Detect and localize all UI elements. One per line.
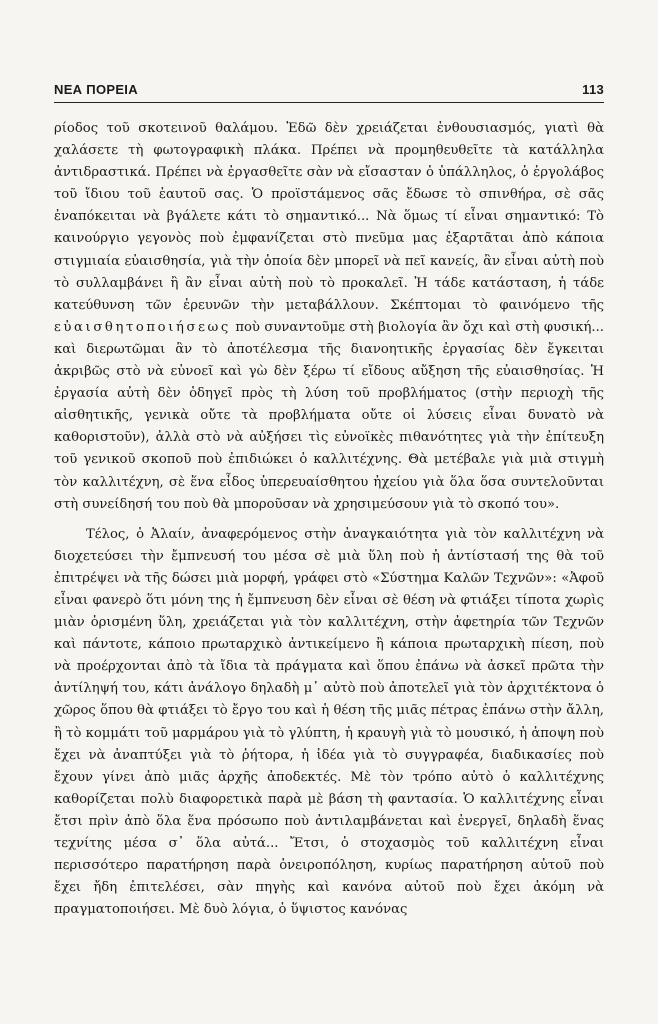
paragraph-1-text-b: ποὺ συναντοῦμε στὴ βιολογία ἂν ὄχι καὶ στὴ φυσική... καὶ διερωτῶμαι ἂν τὸ ἀποτέλεσμα τῆς διανοητικῆς ἐργασίας δὲν ἔγκειται ἀκριβῶς στὸ νὰ εὐνοεῖ καὶ γὼ δὲν ξέρω τί εἴδους αὔξηση τῆς εὐαισθησίας. Ἡ ἐργασία αὐτὴ δὲν ὁδηγεῖ πρὸς τὴ λύση τοῦ προβλήματος (στὴν περιοχὴ τῆς αἰσθητικῆς, γενικὰ οὔτε τὰ προβλήματα οὔτε οἱ λύσεις εἶναι δυνατὸ νὰ καθοριστοῦν), ἀλλὰ στὸ νὰ αὐξήσει τὶς εὐνοϊκὲς πιθανότητες γιὰ τὴν ἐπίτευξη τοῦ γενικοῦ σκοποῦ ποὺ ἐπιδιώκει ὁ καλλιτέχνης. Θὰ μετέβαλε γιὰ μιὰ στιγμὴ τὸν καλλιτέχνη, σὲ ἕνα εἶδος ὑπερευαίσθητου ἠχείου γιὰ ὅλα ὅσα συντελοῦνται στὴ συνείδησή του ποὺ θὰ μποροῦσαν νὰ χρησιμεύσουν γιὰ τὸ σκοπό του». — [54, 319, 604, 512]
page-number: 113 — [582, 82, 604, 97]
running-header — [54, 80, 604, 103]
paragraph-1 — [54, 118, 604, 516]
paragraph-1-text-a: ρίοδος τοῦ σκοτεινοῦ θαλάμου. Ἐδῶ δὲν χρειάζεται ἐνθουσιασμός, γιατὶ θὰ χαλάσετε τὴ φωτογραφικὴ πλάκα. Πρέπει νὰ προμηθευθεῖτε τὰ κατάλληλα ἀντιδραστικά. Πρέπει νὰ ἐργασθεῖτε σὰν νὰ εἴσασταν ὁ ὑπάλληλος, ὁ ἐργολάβος τοῦ ἴδιου τοῦ ἑαυτοῦ σας. Ὁ προϊστάμενος σᾶς ἔδωσε τὸ σπινθήρα, σὲ σᾶς ἐναπόκειται νὰ βγάλετε κάτι τὸ σημαντικό... Νὰ ὅμως τί εἶναι σημαντικό: Τὸ καινούργιο γεγονὸς ποὺ ἐμφανίζεται στὸ πνεῦμα μας ἐξαρτᾶται ἀπὸ κάποια στιγμιαία εὐαισθησία, γιὰ τὴν ὁποία δὲν μπορεῖ νὰ πεῖ κανείς, ἂν εἶναι αὐτὴ ποὺ τὸ συλλαμβάνει ἢ ἂν εἶναι αὐτὴ ποὺ τὸ προκαλεῖ. Ἡ τάδε κατάσταση, ἡ τάδε κατεύθυνση τῶν ἐρευνῶν τὴν μεταβάλλουν. Σκέπτομαι τὸ φαινόμενο τῆς — [54, 121, 604, 313]
paragraph-2: Τέλος, ὁ Ἀλαίν, ἀναφερόμενος στὴν ἀναγκαιότητα γιὰ τὸν καλλιτέχνη νὰ διοχετεύσει τὴν ἔμπνευσή του μέσα σὲ μιὰ ὕλη ποὺ ἡ ἀντίστασή της θὰ τοῦ ἐπιτρέψει νὰ τῆς δώσει μιὰ μορφή, γράφει στὸ «Σύστημα Καλῶν Τεχνῶν»: «Ἀφοῦ εἶναι φανερὸ ὅτι μόνη της ἡ ἔμπνευση δὲν εἶναι σὲ θέση νὰ φτιάξει τίποτα χωρὶς μιὰν ὁρισμένη ὕλη, χρειάζεται γιὰ τὸν καλλιτέχνη, στὴν ἀφετηρία τῶν Τεχνῶν καὶ πάντοτε, κάποιο πρωταρχικὸ ἀντικείμενο ἢ κάποια πρωταρχικὴ πίεση, ποὺ νὰ προέρχονται ἀπὸ τὰ ἴδια τὰ πράγματα καὶ ὅπου ἐπάνω νὰ ἀσκεῖ πρῶτα τὴν ἀντίληψή του, κάτι ἀνάλογο δηλαδὴ μ᾽ αὐτὸ ποὺ ἀποτελεῖ γιὰ τὸν ἀρχιτέκτονα ὁ χῶρος ὅπου θὰ φτιάξει τὸ ἔργο του καὶ ἡ θέση τῆς μιᾶς πέτρας ἐπάνω στὴν ἄλλη, ἢ τὸ κομμάτι τοῦ μαρμάρου γιὰ τὸ γλύπτη, ἡ κραυγὴ γιὰ τὸ μουσικό, ἡ ἀποψη ποὺ ἔχει νὰ ἀναπτύξει γιὰ τὸ ῥήτορα, ἡ ἰδέα γιὰ τὸ συγγραφέα, διαδικασίες ποὺ ἔχουν γίνει ἀπὸ μιᾶς ἀρχῆς ἀποδεκτές. Μὲ τὸν τρόπο αὐτὸ ὁ καλλιτέχνης καθορίζεται πολὺ διαφορετικὰ παρὰ μὲ βάση τὴ φαντασία. Ὁ καλλιτέχνης εἶναι ἔτσι πρὶν ἀπὸ ὅλα ἕνα πρόσωπο ποὺ ἀντιλαμβάνεται καὶ ἐνεργεῖ, δηλαδὴ ἕνας τεχνίτης μέσα σ᾽ ὅλα αὐτά... Ἔτσι, ὁ στοχασμὸς τοῦ καλλιτέχνη εἶναι περισσότερο παρατήρηση παρὰ ὀνειροπόληση, κυρίως παρατήρηση αὐτοῦ ποὺ ἔχει ἤδη ἐπιτελέσει, σὰν πηγὴς καὶ κανόνα αὐτοῦ ποὺ ἔχει ἀκόμη νὰ πραγματοποιήσει. Μὲ δυὸ λόγια, ὁ ὕψιστος κανόνας — [54, 526, 604, 918]
journal-title: ΝΕΑ ΠΟΡΕΙΑ — [54, 82, 138, 97]
spaced-emphasis-word: εὐαισθητοποιήσεως — [54, 319, 231, 335]
body-text — [54, 118, 604, 921]
